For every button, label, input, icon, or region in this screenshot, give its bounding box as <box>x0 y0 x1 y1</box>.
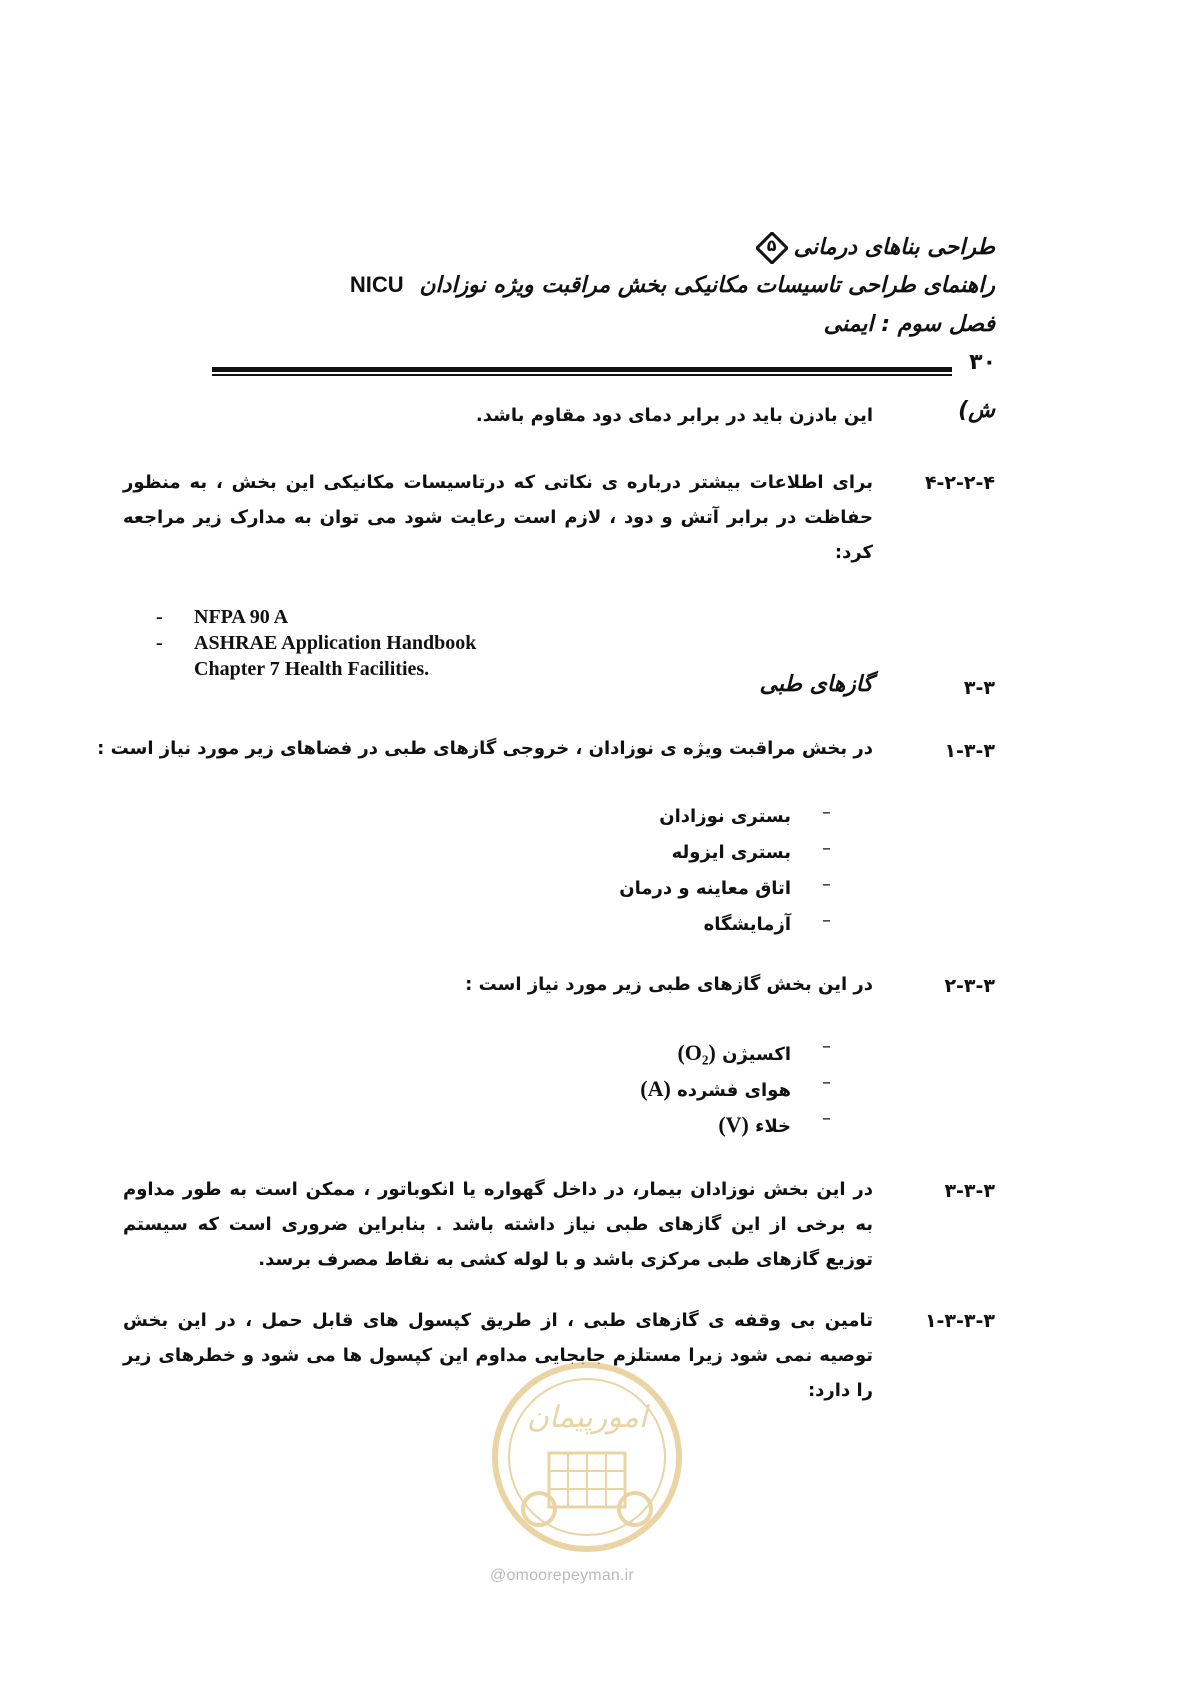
list-item <box>619 874 831 914</box>
guide-title <box>350 272 995 298</box>
list-item-text: بستری ایزوله <box>671 842 791 863</box>
guide-title-text: راهنمای طراحی تاسیسات مکانیکی بخش مراقبت ویژه نوزادان <box>419 273 995 298</box>
reference-bullet: - <box>156 632 163 654</box>
list-dash: – <box>822 838 831 859</box>
series-number-badge <box>756 232 788 264</box>
section-heading: گازهای طبی <box>759 672 873 697</box>
list-item <box>640 1072 831 1112</box>
reference-text: ASHRAE Application Handbook <box>194 632 477 654</box>
list-dash: – <box>822 1108 831 1129</box>
series-title <box>750 232 995 264</box>
reference-text: Chapter 7 Health Facilities. <box>194 658 430 680</box>
page-number: ۳۰ <box>969 350 996 375</box>
list-item <box>619 910 831 950</box>
list-dash: – <box>822 802 831 823</box>
watermark-url: @omoorepeyman.ir <box>490 1567 634 1584</box>
section-paragraph: در این بخش گازهای طبی زیر مورد نیاز است : <box>465 974 873 995</box>
reference-text: NFPA 90 A <box>194 606 289 628</box>
item-label: ش) <box>958 398 995 423</box>
gas-name: هوای فشرده <box>677 1080 791 1101</box>
list-item-text: بستری نوزادان <box>659 806 791 827</box>
section-paragraph: برای اطلاعات بیشتر درباره ی نکاتی که درتاسیسات مکانیکی این بخش ، به منظور حفاظت در برابر آتش و دود ، لازم است رعایت شود می توان به مدارک زیر مراجعه کرد: <box>123 472 873 563</box>
list-item <box>640 1036 831 1076</box>
gas-code: (V) <box>718 1112 749 1137</box>
section-paragraph: تامین بی وقفه ی گازهای طبی ، از طریق کپسول های قابل حمل ، در این بخش توصیه نمی شود زیرا مستلزم جابجایی مداوم این کپسول ها می شود و خطرهای زیر را دارد: <box>123 1310 873 1401</box>
section-number: ۴-۲-۲-۴ <box>924 472 995 494</box>
item-text: این بادزن باید در برابر دمای دود مقاوم باشد. <box>475 405 873 426</box>
gas-code: (A) <box>640 1076 671 1101</box>
section-paragraph: در بخش مراقبت ویژه ی نوزادان ، خروجی گازهای طبی در فضاهای زیر مورد نیاز است : <box>97 738 873 759</box>
section-paragraph: در این بخش نوزادان بیمار، در داخل گهواره یا انکوباتور ، ممکن است به طور مداوم به برخی از این گازهای طبی نیاز داشته باشد . بنابراین ضروری است که سیستم توزیع گازهای طبی مرکزی باشد و با لوله کشی به نقاط مصرف برسد. <box>123 1179 873 1270</box>
section-number: ۱-۳-۳-۳ <box>924 1310 995 1332</box>
series-title-text: طراحی بناهای درمانی <box>793 235 995 260</box>
section-number: ۱-۳-۳ <box>944 740 995 762</box>
watermark-logo-text: امورپیمان <box>526 1400 648 1435</box>
list-dash: – <box>822 1036 831 1057</box>
section-number: ۳-۳-۳ <box>944 1180 995 1202</box>
list-dash: – <box>822 1072 831 1093</box>
list-item <box>619 838 831 878</box>
series-number: ۵ <box>766 236 777 255</box>
list-dash: – <box>822 910 831 931</box>
gas-code: (O₂) <box>677 1040 716 1065</box>
header-rule-thick <box>212 367 952 372</box>
list-item <box>619 802 831 842</box>
section-number: ۳-۳ <box>963 677 995 699</box>
header-rule-thin <box>212 374 952 376</box>
watermark-logo <box>487 1357 687 1557</box>
section-number: ۲-۳-۳ <box>944 975 995 997</box>
gas-name: خلاء <box>755 1116 791 1137</box>
list-item <box>640 1108 831 1148</box>
chapter-title: فصل سوم : ایمنی <box>823 312 995 337</box>
gas-name: اکسیژن <box>722 1044 791 1065</box>
gas-list <box>640 1036 831 1148</box>
space-list <box>619 802 831 950</box>
reference-bullet: - <box>156 606 163 628</box>
guide-title-latin: NICU <box>349 272 404 297</box>
list-dash: – <box>822 874 831 895</box>
list-item-text: آزمایشگاه <box>703 914 791 935</box>
list-item-text: اتاق معاینه و درمان <box>619 878 791 899</box>
